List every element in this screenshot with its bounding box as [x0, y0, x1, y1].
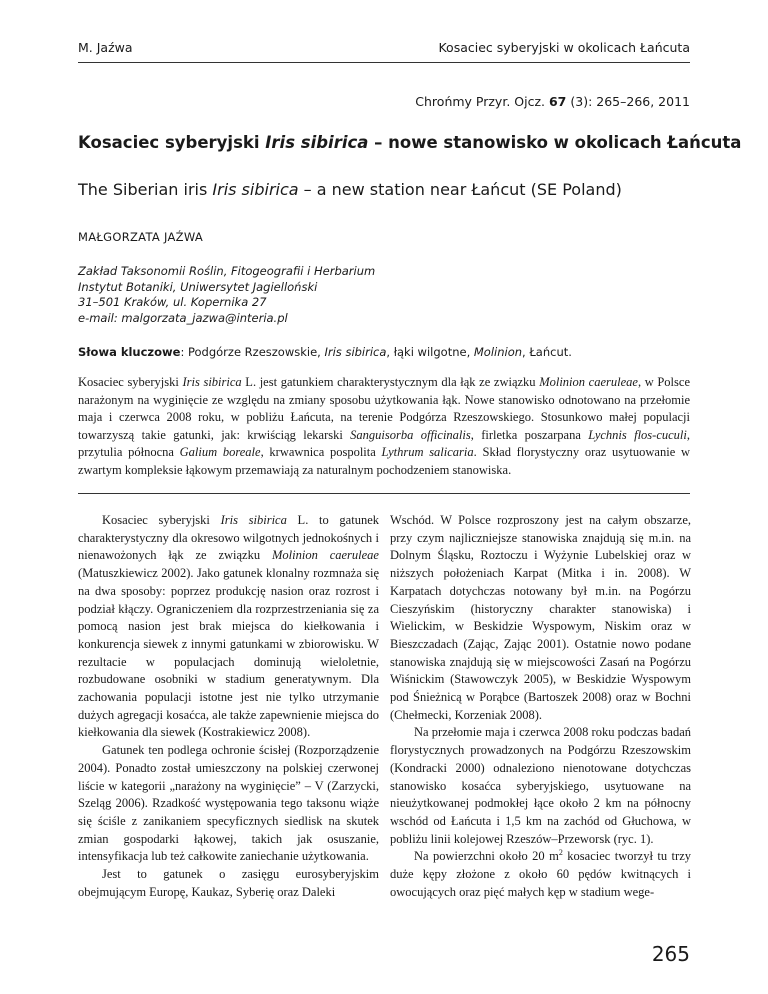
title-en-species: Iris sibirica: [212, 180, 299, 199]
paragraph-text: kosaciec tworzył tu trzy duże kępy złożone z około 60 pędów kwitnących i owocujących oraz pięć małych kęp w stadium wege-: [390, 849, 691, 899]
affiliation-line: Zakład Taksonomii Roślin, Fitogeografii i Herbarium: [78, 264, 376, 278]
title-pl-text: Kosaciec syberyjski: [78, 133, 266, 152]
journal-name: Chrońmy Przyr. Ojcz.: [415, 94, 545, 109]
affiliation-email: e-mail: malgorzata_jazwa@interia.pl: [78, 310, 288, 325]
abstract: [78, 374, 690, 479]
alliance-name: Molinion caeruleae: [271, 548, 379, 563]
abstract-species: Lychnis flos-cuculi: [588, 427, 687, 442]
abstract-text: L. jest gatunkiem charakterystycznym dla łąk ze związku: [241, 375, 540, 389]
abstract-text: , w Polsce narażonym na wyginięcie ze względu na zmiany sposobu użytkowania łąk. Nowe stanowisko odnotowano na przełomie maja i czerwca 2008 roku, w pobliżu Łańcuta, na terenie Podgórza Rzeszowskiego. Stosunkowo małej populacji towarzyszą takie gatunki, jak: krwiściąg lekarski: [78, 375, 690, 442]
body-column-left: [78, 512, 379, 901]
abstract-text: , przytulia północna: [78, 427, 690, 459]
keywords-sep: :: [180, 345, 188, 359]
body-column-right: [390, 512, 691, 901]
keywords-text: Podgórze Rzeszowskie,: [187, 345, 325, 359]
paragraph: Na przełomie maja i czerwca 2008 roku podczas badań florystycznych prowadzonych na Podgórzu Rzeszowskim (Kondracki 2000) odnaleziono nienotowane dotychczas stanowisko kosaćca syberyjskiego, usytuowane na nieużytkowanej podmokłej łące około 2 km na północny wschód od Łańcuta i 1,5 km na zachód od Głuchowa, w pobliżu linii kolejowej Rzeszów–Przeworsk (ryc. 1).: [390, 725, 691, 846]
keywords-alliance: Molinion: [473, 345, 523, 359]
abstract-species: Iris sibirica: [182, 375, 242, 389]
keywords-text: , łąki wilgotne,: [386, 345, 474, 359]
title-english: [78, 180, 622, 199]
page-number: 265: [651, 942, 690, 966]
journal-citation: [415, 94, 690, 109]
abstract-divider: [78, 493, 690, 494]
author-name: MAŁGORZATA JAŹWA: [78, 230, 204, 244]
abstract-species: Lythrum salicaria: [381, 445, 474, 459]
paragraph: Jest to gatunek o zasięgu eurosyberyjskim obejmującym Europę, Kaukaz, Syberię oraz Daleki: [78, 867, 379, 899]
running-header-title: Kosaciec syberyjski w okolicach Łańcuta: [438, 40, 690, 55]
keywords: [78, 345, 572, 359]
header-divider: [78, 62, 690, 63]
abstract-text: . Skład florystyczny oraz usytuowanie w zwartym kompleksie łąkowym przemawiają za naturalnym pochodzeniem stanowiska.: [78, 445, 690, 477]
keywords-species: Iris sibirica: [324, 345, 387, 359]
paragraph-text: (Matuszkiewicz 2002). Jako gatunek klonalny rozmnaża się na dwa sposoby: poprzez produkcję nasion oraz rozrost i podział kłączy. Ograniczeniem dla rozprzestrzeniania się za pomocą nasion jest brak miejsca do kiełkowania i konkurencja siewek z innymi gatunkami w zbiorowisku. W rezultacie w populacjach dominują wieloletnie, rozbudowane osobniki w stadium generatywnym. Dla zachowania populacji istotne jest nie tylko utrzymanie dużych agregacji kosaćca, ale także zapewnienie miejsca do kiełkowania dla siewek (Kostrakiewicz 2008).: [78, 566, 379, 740]
abstract-text: Kosaciec syberyjski: [78, 375, 183, 389]
species-name: Iris sibirica: [220, 513, 287, 527]
abstract-text: , firletka poszarpana: [470, 427, 589, 442]
keywords-text: , Łańcut.: [522, 345, 572, 359]
paragraph: Wschód. W Polsce rozproszony jest na całym obszarze, przy czym najliczniejsze stanowiska znajdują się m.in. na Dolnym Śląsku, Roztoczu i Wyżynie Lubelskiej oraz w niższych położeniach Karpat (Mitka i in. 2008). W Karpatach dotychczas notowany był m.in. na Pogórzu Cieszyńskim (historyczny charakter stanowiska) i Wielickim, w Beskidzie Wyspowym, Niskim oraz w Bieszczadach (Zając, Zając 2001). Ostatnie nowo podane stanowiska znajdują się w miejscowości Zasań na Pogórzu Wiśnickim (Stawowczyk 2005), w Beskidzie Wyspowym pod Śnieżnicą w Porąbce (Bartoszek 2008) oraz w Bochni (Chełmecki, Korzeniak 2008).: [390, 513, 691, 722]
abstract-species: Galium boreale: [179, 445, 261, 459]
title-polish: [78, 133, 741, 152]
abstract-species: Sanguisorba officinalis: [350, 427, 471, 442]
running-header-author: M. Jaźwa: [78, 40, 133, 55]
abstract-text: , krwawnica pospolita: [260, 445, 382, 459]
title-en-text: The Siberian iris: [78, 180, 213, 199]
paragraph-text: Kosaciec syberyjski: [102, 513, 221, 527]
journal-volume: 67: [548, 94, 567, 109]
superscript: 2: [558, 848, 563, 858]
affiliation-line: Instytut Botaniki, Uniwersytet Jagielloński: [78, 279, 318, 294]
keywords-label: Słowa kluczowe: [78, 345, 181, 359]
affiliation: [78, 264, 375, 326]
paragraph: [390, 848, 691, 901]
paragraph: Gatunek ten podlega ochronie ścisłej (Rozporządzenie 2004). Ponadto został umieszczony na polskiej czerwonej liście w kategorii „narażony na wyginięcie” – V (Zarzycki, Szeląg 2006). Rzadkość występowania tego taksonu wiąże się ściśle z zanikaniem specyficznych siedlisk na skutek zmian gospodarki łąkowej, takich jak osuszanie, intensyfikacja lub też całkowite zaniechanie użytkowania.: [78, 743, 379, 864]
title-pl-text-end: – nowe stanowisko w okolicach Łańcuta: [368, 133, 742, 152]
paragraph-text: Na powierzchni około 20 m: [414, 849, 559, 864]
journal-issue-pages: (3): 265–266, 2011: [570, 94, 690, 109]
abstract-species: Molinion caeruleae: [539, 375, 638, 389]
affiliation-line: 31–501 Kraków, ul. Kopernika 27: [78, 295, 267, 309]
paragraph: [78, 512, 379, 742]
title-pl-species: Iris sibirica: [265, 133, 369, 152]
title-en-text-end: – a new station near Łańcut (SE Poland): [298, 180, 622, 199]
paragraph-text: L. to gatunek charakterystyczny dla okresowo wilgotnych jednokośnych i nienawożonych łąk ze związku: [78, 513, 379, 563]
